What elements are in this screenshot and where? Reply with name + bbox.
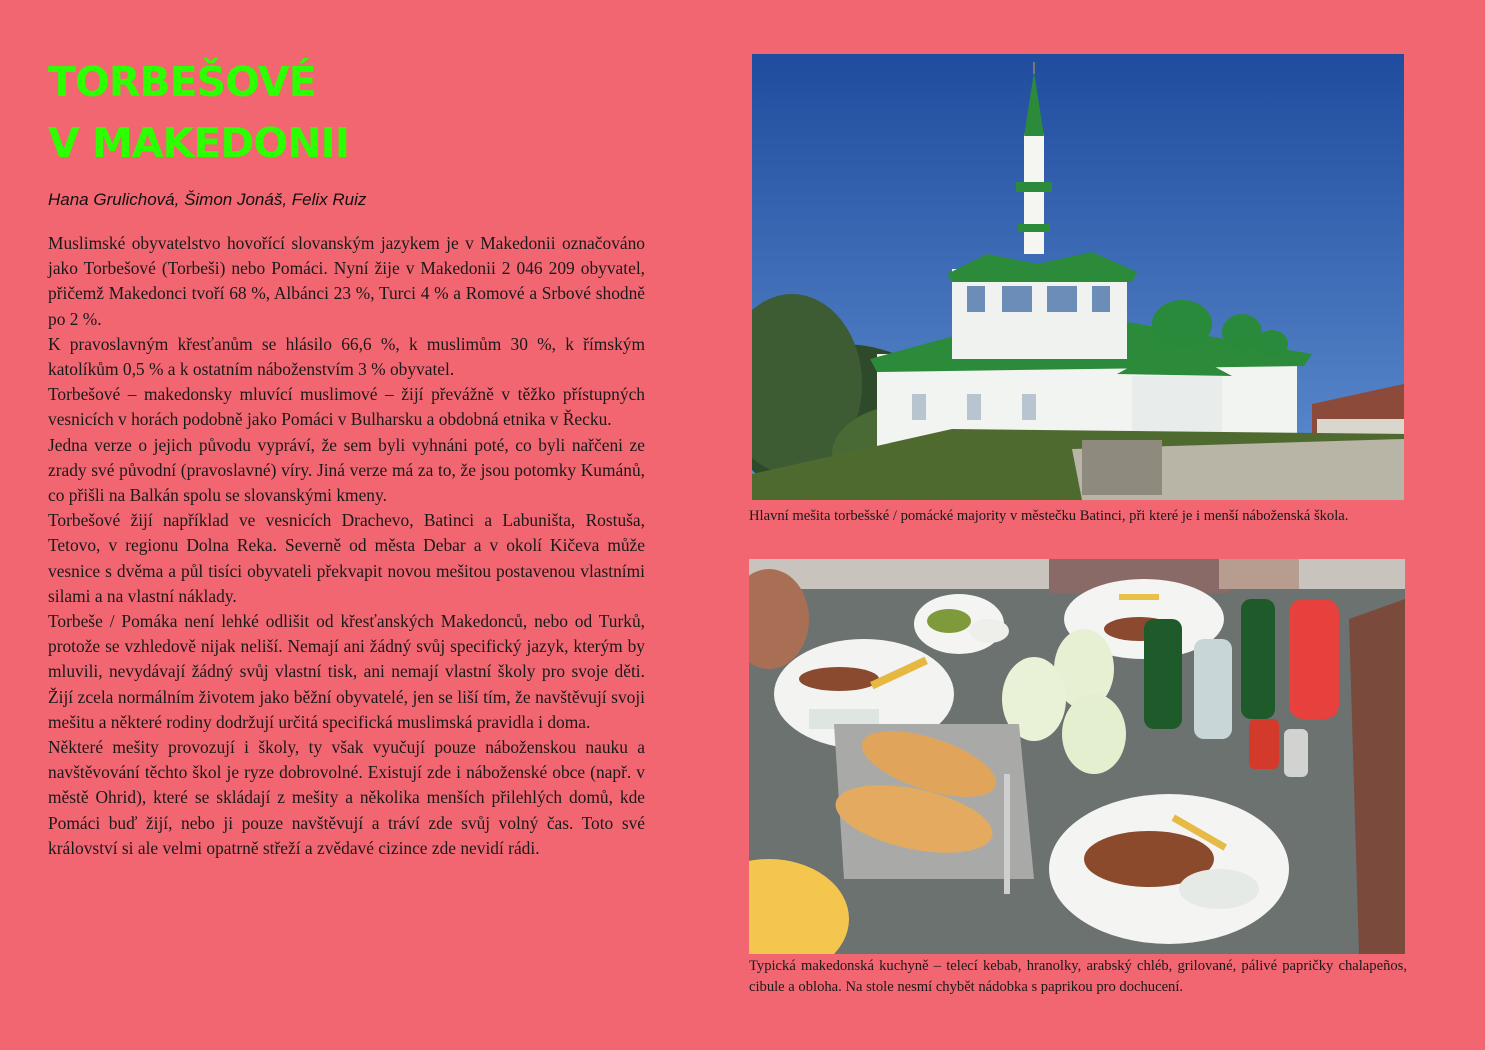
article-paragraph: K pravoslavným křesťanům se hlásilo 66,6 %, k muslimům 30 %, k římským katolíkům 0,5 % a k ostatním náboženstvím 3 % obyvatel. xyxy=(48,333,645,380)
article-body xyxy=(48,231,645,861)
article-title xyxy=(48,52,349,174)
mosque-photo xyxy=(752,54,1404,500)
food-photo xyxy=(749,559,1405,954)
food-photo-caption: Typická makedonská kuchyně – telecí kebab, hranolky, arabský chléb, grilované, pálivé papričky chalapeños, cibule a obloha. Na stole nesmí chybět nádobka s paprikou pro dochucení. xyxy=(749,958,1407,995)
article-paragraph: Torbešové žijí například ve vesnicích Drachevo, Batinci a Labuništa, Rostuša, Tetovo, v regionu Dolna Reka. Severně od města Debar a v okolí Kičeva může vesnice s dvěma a půl tisíci obyvateli překvapit novou mešitou postavenou vlastními silami a na vlastní náklady. xyxy=(48,510,645,606)
mosque-photo-caption: Hlavní mešita torbešské / pomácké majority v městečku Batinci, při které je i menší náboženská škola. xyxy=(749,508,1349,524)
article-paragraph: Torbeše / Pomáka není lehké odlišit od křesťanských Makedonců, nebo od Turků, protože se vzhledově nijak neliší. Nemají ani žádný svůj specifický jazyk, kterým by mluvili, nevydávají žádný svůj vlastní tisk, ani nemají vlastní školy pro svoje děti. Žijí zcela normálním životem jako běžní obyvatelé, jen se liší tím, že navštěvují svoji mešitu a některé rodiny dodržují určitá specifická muslimská pravidla i doma. xyxy=(48,611,645,732)
article-paragraph: Torbešové – makedonsky mluvící muslimové – žijí převážně v těžko přístupných vesnicích v horách podobně jako Pomáci v Bulharsku a obdobná etnika v Řecku. xyxy=(48,384,645,430)
article-authors: Hana Grulichová, Šimon Jonáš, Felix Ruiz xyxy=(48,190,367,209)
article-paragraph: Muslimské obyvatelstvo hovořící slovanským jazykem je v Makedonii označováno jako Torbešové (Torbeši) nebo Pomáci. Nyní žije v Makedonii 2 046 209 obyvatel, přičemž Makedonci tvoří 68 %, Albánci 23 %, Turci 4 % a Romové a Srbové shodně po 2 %. xyxy=(48,233,645,329)
article-paragraph: Jedna verze o jejich původu vypráví, že sem byli vyhnáni poté, co byli nařčeni ze zrady své původní (pravoslavné) víry. Jiná verze má za to, že jsou potomky Kumánů, co přišli na Balkán spolu se slovanskými kmeny. xyxy=(48,434,645,506)
title-line-1: TORBEŠOVÉ xyxy=(48,58,316,106)
title-line-2: V MAKEDONII xyxy=(48,119,350,167)
article-paragraph: Některé mešity provozují i školy, ty však vyučují pouze náboženskou nauku a navštěvování těchto škol je ryze dobrovolné. Existují zde i náboženské obce (např. v městě Ohrid), které se skládají z mešity a několika menších přilehlých domů, kde Pomáci buď žijí, nebo ji pouze navštěvují a tráví zde svůj volný čas. Toto své království si ale velmi opatrně střeží a zvědavé cizince zde nevidí rádi. xyxy=(48,737,645,858)
